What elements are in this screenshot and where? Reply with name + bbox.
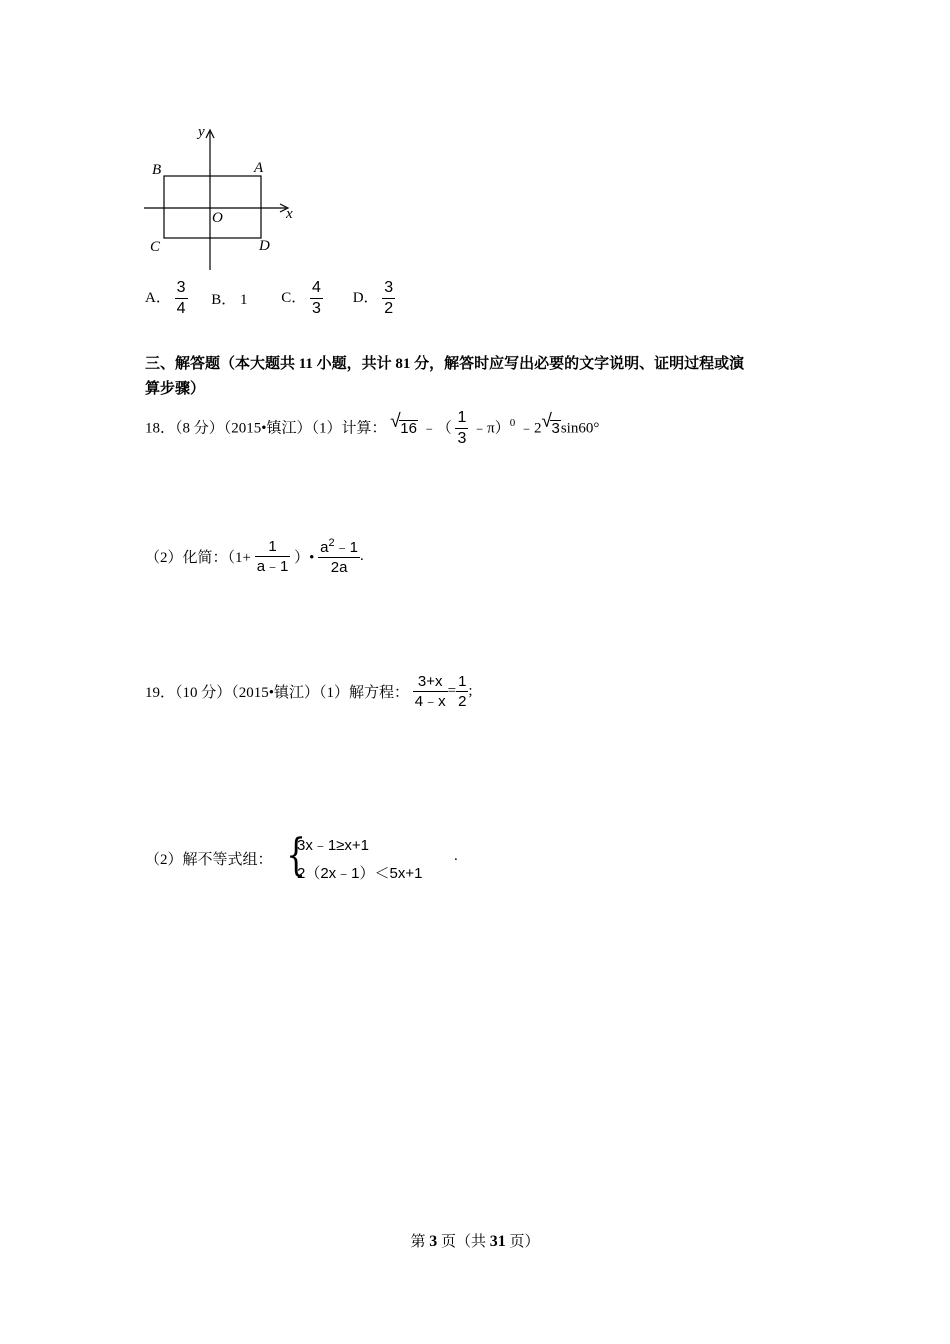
label-x: x [286,206,293,222]
section-heading-line2: 算步骤） [145,381,206,397]
label-a: A [254,160,264,176]
section-heading-line1: 三、解答题（本大题共 11 小题，共计 81 分，解答时应写出必要的文字说明、证明过程或演 [145,356,745,372]
reciprocal-fraction: $\frac{1}{a﹣1}$ [256,538,289,575]
left-brace: { [286,830,306,881]
inequality-end: . [454,848,458,864]
label-y: y [198,124,205,140]
equation-lhs-fraction: $\frac{3+x}{4﹣x}$ [414,673,446,710]
rectangle-figure [138,120,308,275]
page-footer: 第 3 页（共 31 页） [410,1233,540,1250]
option-c[interactable]: C． $\frac{4}{3}$ [281,279,321,317]
quotient-fraction: $\frac{a^2﹣1}{2a}$ [320,537,358,576]
label-o: O [212,210,223,226]
one-third-fraction: $\frac{1}{3}$ [457,409,467,448]
label-c: C [150,239,161,255]
sqrt-16: √ 16 [390,410,417,437]
q18-part2: （2）化简：（1+ $\frac{1}{a﹣1}$ ）• $\frac{a^2﹣1}{2a}$ . [145,537,364,576]
label-b: B [152,162,162,178]
option-d-fraction: $\frac{3}{2}$ [384,279,394,317]
q19-part2-label: （2）解不等式组： [145,852,273,868]
q17-options [145,280,395,320]
option-c-fraction: $\frac{4}{3}$ [312,279,321,317]
sqrt-3: √ 3 [541,410,560,437]
inequality-1: 3x﹣1≥x+1 [297,837,370,854]
equation-rhs-fraction: $\frac{1}{2}$ [458,673,467,710]
option-a-fraction: $\frac{3}{4}$ [176,279,186,317]
rectangle-abcd [164,176,261,238]
page-number: 3 [429,1233,438,1250]
page-total: 31 [489,1233,506,1250]
q19-part1: 19．（10 分）（2015•镇江）（1）解方程： $\frac{3+x}{4﹣x}$ = $\frac{1}{2}$ ; [145,673,473,710]
option-d[interactable]: D． $\frac{3}{2}$ [352,279,394,317]
q18-part1: 18．（8 分）（2015•镇江）（1）计算： √ 16 ﹣（ $\frac{1}{3}$ ﹣π）$^0$ ﹣2 √ 3sin60° [145,409,600,448]
label-d: D [259,238,270,254]
inequality-2: 2（2x﹣1）＜5x+1 [297,865,423,882]
option-b[interactable]: B． 1 [211,292,248,308]
option-a[interactable]: A． $\frac{3}{4}$ [145,279,186,317]
